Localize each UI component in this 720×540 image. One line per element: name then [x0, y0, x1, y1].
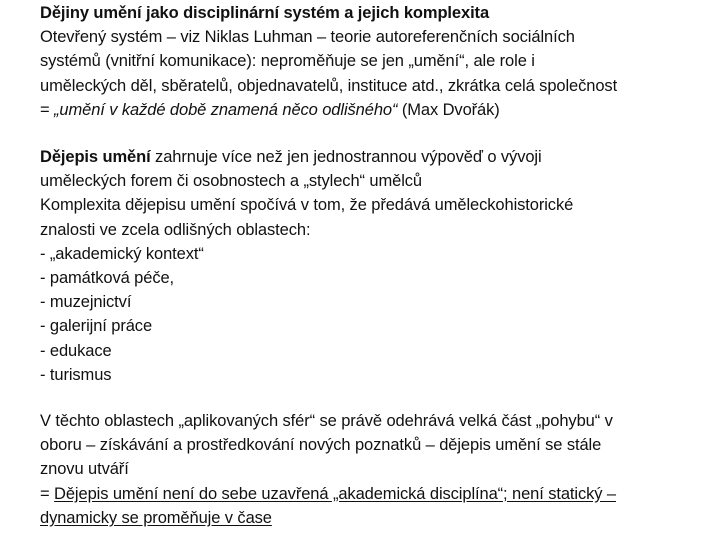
section-disciplinary-system — [40, 1, 700, 122]
list-item: - turismus — [40, 365, 112, 384]
conclusion-prefix: = — [40, 484, 55, 503]
text-line: znalosti ve zcela odlišných oblastech: — [40, 220, 311, 239]
text-line: V těchto oblastech „aplikovaných sfér“ se právě odehrává velká část „pohybu“ v — [40, 412, 613, 430]
list-item: - galerijní práce — [40, 317, 153, 336]
quote-line — [40, 98, 700, 122]
text-line: znovu utváří — [40, 460, 129, 479]
list-item: - edukace — [40, 341, 112, 360]
section-art-history-scope — [40, 145, 700, 387]
conclusion-text-continued: dynamicky se proměňuje v čase — [40, 508, 272, 527]
section-title: Dějiny umění jako disciplinární systém a jejich komplexita — [40, 4, 490, 22]
text-line: systémů (vnitřní komunikace): neproměňuje se jen „umění“, ale role i — [40, 52, 535, 71]
quote-author: (Max Dvořák) — [397, 100, 500, 119]
text-line: oboru – získávání a prostředkování nových poznatků – dějepis umění se stále — [40, 436, 602, 455]
intro-rest: zahrnuje více než jen jednostrannou výpověď o vývoji — [150, 148, 542, 166]
section-applied-spheres — [40, 409, 700, 530]
conclusion-text: Dějepis umění není do sebe uzavřená „akademická disciplína“; není statický – — [54, 484, 616, 503]
list-item: - památková péče, — [40, 269, 175, 288]
list-item: - muzejnictví — [40, 293, 132, 312]
text-line: Komplexita dějepisu umění spočívá v tom, že předává uměleckohistorické — [40, 196, 574, 215]
intro-line — [40, 145, 700, 169]
text-line: uměleckých děl, sběratelů, objednavatelů, instituce atd., zkrátka celá společnost — [40, 76, 618, 95]
text-line: uměleckých forem či osobnostech a „stylech“ umělců — [40, 172, 422, 191]
quote-text: „umění v každé době znamená něco odlišného“ — [54, 100, 398, 119]
term-bold: Dějepis umění — [40, 148, 151, 166]
conclusion-line — [40, 482, 700, 506]
list-item: - „akademický kontext“ — [40, 244, 204, 263]
quote-prefix: = — [40, 100, 55, 119]
text-line: Otevřený systém – viz Niklas Luhman – teorie autoreferenčních sociálních — [40, 28, 575, 47]
